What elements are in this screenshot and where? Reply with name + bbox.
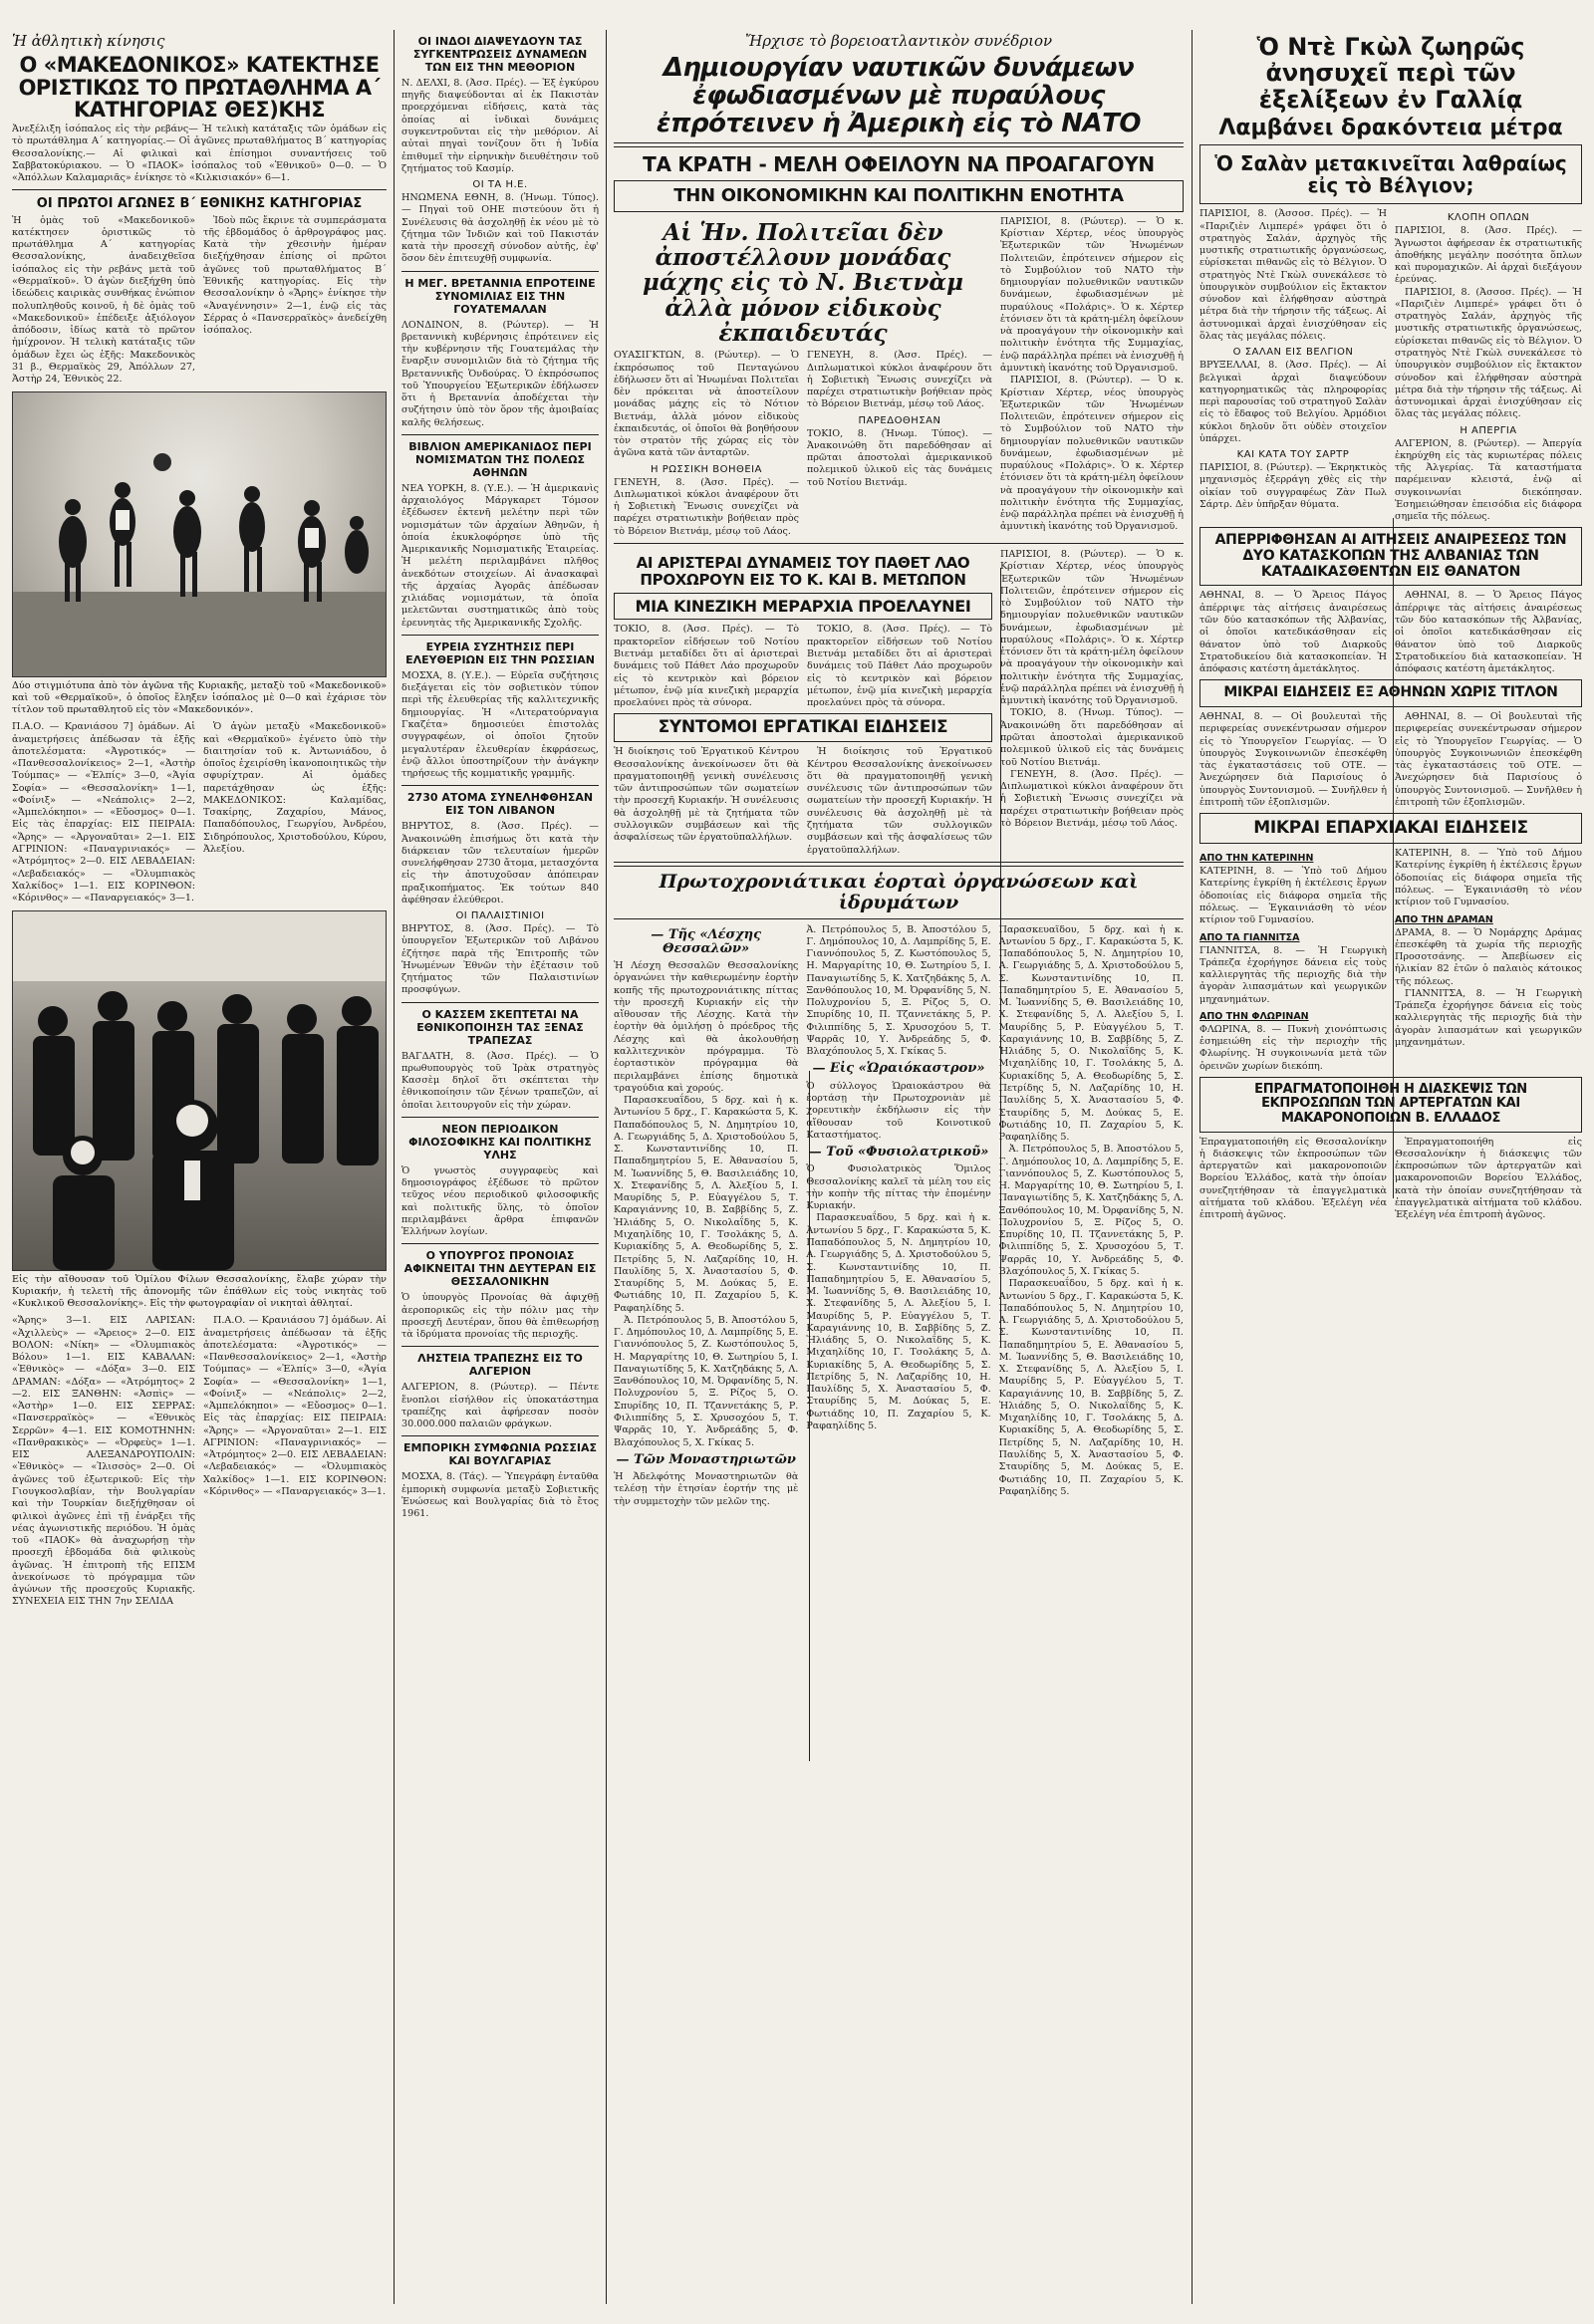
provinces-headline: ΜΙΚΡΑΙ ΕΠΑΡΧΙΑΚΑΙ ΕΙΔΗΣΕΙΣ xyxy=(1253,818,1528,839)
article-headline: ΕΜΠΟΡΙΚΗ ΣΥΜΦΩΝΙΑ ΡΩΣΣΙΑΣ ΚΑΙ ΒΟΥΛΓΑΡΙΑΣ xyxy=(402,1441,598,1468)
article-body: ΑΛΓΕΡΙΟΝ, 8. (Ρώυτερ). — Ἀπεργία ἐκηρύχθη εἰς τὰς κυριωτέρας πόλεις τῆς Ἀλγερίας. Τὰ καταστήματα παρέμειναν κλειστά, ἐνῷ αἱ συγκοινωνίαι διεκόπησαν. Ἐσημειώθησαν ἐπεισόδια εἰς διάφορα σημεῖα τῆς πόλεως. xyxy=(1395,437,1582,523)
article-body: ΤΟΚΙΟ, 8. (Ἡνωμ. Τύπος). — Ἀνακοινώθη ὅτι παρεδόθησαν αἱ πρῶται ἀποστολαὶ ἀμερικανικοῦ πολεμικοῦ ὑλικοῦ εἰς τὰς δυνάμεις τοῦ Νοτίου Βιετνάμ. xyxy=(1000,707,1184,768)
labor-headline: ΣΥΝΤΟΜΟΙ ΕΡΓΑΤΙΚΑΙ ΕΙΔΗΣΕΙΣ xyxy=(658,717,948,738)
photo-caption: Εἰς τὴν αἴθουσαν τοῦ Ὁμίλου Φίλων Θεσσαλονίκης, ἔλαβε χώραν τὴν Κυριακήν, ἡ τελετὴ τῆς ἀπονομῆς τῶν ἐπάθλων εἰς τοὺς νικητὰς τοῦ «Κυκλικοῦ Θεσσαλονίκης». Εἰς τὴν φωτογραφίαν οἱ νικηταὶ ἀθληταί. xyxy=(12,1274,387,1310)
salan-headline: Ὁ Σαλὰν μετακινεῖται λαθραίως εἰς τὸ Βέλγιον; xyxy=(1214,151,1567,198)
article-body: ΑΘΗΝΑΙ, 8. — Ὁ Ἄρειος Πάγος ἀπέρριψε τὰς αἰτήσεις ἀναιρέσεως τῶν δύο κατασκόπων τῆς Ἀλβανίας, οἱ ὁποῖοι κατεδικάσθησαν εἰς θάνατον ὑπὸ τοῦ Διαρκοῦς Στρατοδικείου διὰ κατασκοπείαν. Ἡ ἀπόφασις κατέστη ἀμετάκλητος. xyxy=(1199,590,1387,675)
article-body: Ἰδοὺ πῶς ἔκρινε τὰ συμπεράσματα τῆς ἑβδομάδος ὁ ἀρθρογράφος μας. Κατὰ τὴν χθεσινὴν ἡμέραν διεξήχθησαν ἐπίσης οἱ πρῶτοι ἀγῶνες τοῦ πρωταθλήματος Β΄ Ἐθνικῆς κατηγορίας. Εἰς τὴν Θεσσαλονίκην ὁ «Ἄρης» ἐνίκησε τὴν «Ἀναγέννησιν» 2—1, ἐνῷ εἰς τὰς Σέρρας ὁ «Πανσερραϊκὸς» ἀνεδείχθη ἰσόπαλος. xyxy=(203,214,387,337)
article-headline: ΝΕΟΝ ΠΕΡΙΟΔΙΚΟΝ ΦΙΛΟΣΟΦΙΚΗΣ ΚΑΙ ΠΟΛΙΤΙΚΗΣ ΥΛΗΣ xyxy=(408,1122,592,1162)
athens-headline: ΜΙΚΡΑΙ ΕΙΔΗΣΕΙΣ ΕΞ ΑΘΗΝΩΝ ΧΩΡΙΣ ΤΙΤΛΟΝ xyxy=(1223,684,1558,701)
article-subhead: ΚΛΟΠΗ ΟΠΛΩΝ xyxy=(1447,212,1530,224)
donation-list: Παρασκευαΐδου, 5 δρχ. καὶ ἡ κ. Ἀντωνίου 5 δρχ., Γ. Καρακώστα 5, Κ. Παπαδόπουλος 5, Ν. Δημητρίου 10, Α. Γεωργιάδης 5, Δ. Χριστοδούλου 5, Σ. Κωνσταντινίδης 10, Π. Παπαδημητρίου 5, Ε. Ἀθανασίου 5, Μ. Ἰωαννίδης 5, Θ. Βασιλειάδης 10, Χ. Στεφανίδης 5, Λ. Ἀλεξίου 5, Ι. Μαυρίδης 5, Ρ. Εὐαγγέλου 5, Τ. Καραγιάννης 10, Β. Σαββίδης 5, Ζ. Ἠλιάδης 5, Ο. Νικολαΐδης 5, Κ. Μιχαηλίδης 10, Γ. Τσολάκης 5, Δ. Κυριακίδης 5, Α. Θεοδωρίδης 5, Σ. Πετρίδης 5, Ν. Λαζαρίδης 10, Η. Παυλίδης 5, Χ. Ἀναστασίου 5, Φ. Σταυρίδης 5, Μ. Δούκας 5, Ε. Φωτιάδης 10, Π. Ζαχαρίου 5, Κ. Ραφαηλίδης 5. xyxy=(998,923,1184,1144)
article-body: ΒΑΓΔΑΤΗ, 8. (Ἀσσ. Πρές). — Ὁ πρωθυπουργὸς τοῦ Ἰρὰκ στρατηγὸς Κασσὲμ δηλοῖ ὅτι σκέπτεται τὴν ἐθνικοποίησιν τῶν ξένων τραπεζῶν, αἱ ὁποῖαι λειτουργοῦν εἰς τὴν χώραν. xyxy=(401,1050,599,1111)
article-body: Ἐπραγματοποιήθη εἰς Θεσσαλονίκην ἡ διάσκεψις τῶν ἐκπροσώπων τῶν ἀρτεργατῶν καὶ μακαρονοποιῶν Βορείου Ἑλλάδος, κατὰ τὴν ὁποίαν συνεζητήθησαν τὰ ἐπαγγελματικὰ αἰτήματα τοῦ κλάδου. Ἐξελέγη νέα ἐπιτροπὴ ἀγῶνος. xyxy=(1199,1136,1387,1221)
article-body: Ἡ ὁμὰς τοῦ «Μακεδονικοῦ» κατέκτησεν ὁριστικῶς τὸ πρωτάθλημα Α΄ κατηγορίας Θεσσαλονίκης, ἀναδειχθεῖσα ἰσόπαλος εἰς τὴν ρεβάνς μετὰ τοῦ «Θερμαϊκοῦ». Ὁ ἀγὼν διεξήχθη ὑπὸ ἰδεώδεις καιρικὰς συνθήκας ἐνώπιον πολυπληθοῦς κοινοῦ, ἡ δὲ ὁμὰς τοῦ «Μακεδονικοῦ» ἐπέδειξε ἀξιόλογον ἀπόδοσιν, ἰδίως κατὰ τὸ πρῶτον ἡμίχρονον. Ἡ τελικὴ κατάταξις τῶν ὁμάδων ἔχει ὡς ἑξῆς: Μακεδονικὸς 31 β., Θερμαϊκὸς 29, Ἀπόλλων 27, Ἀστὴρ 24, Ἐθνικὸς 22. xyxy=(12,214,195,386)
article-headline: Ο ΥΠΟΥΡΓΟΣ ΠΡΟΝΟΙΑΣ ΑΦΙΚΝΕΙΤΑΙ ΤΗΝ ΔΕΥΤΕΡΑΝ ΕΙΣ ΘΕΣΣΑΛΟΝΙΚΗΝ xyxy=(403,1249,597,1289)
article-subhead: Η ΡΩΣΣΙΚΗ ΒΟΗΘΕΙΑ xyxy=(651,463,762,475)
photo-caption: Δύο στιγμιότυπα ἀπὸ τὸν ἀγῶνα τῆς Κυριακῆς, μεταξὺ τοῦ «Μακεδονικοῦ» καὶ τοῦ «Θερμαϊκοῦ», ὁ ὁποῖος ἔληξεν ἰσόπαλος μὲ 0—0 καὶ ἐχάρισε τὸν τίτλον τοῦ πρωταθλητοῦ εἰς τὸν «Μακεδονικόν». xyxy=(12,680,387,716)
article-body: ΝΕΑ ΥΟΡΚΗ, 8. (Υ.Ε.). — Ἡ ἀμερικανὶς ἀρχαιολόγος Μάργκαρετ Τόμσον ἐξέδωσεν ἐκτενῆ μελέτην περὶ τῶν νομισμάτων τῶν ἀρχαίων Ἀθηνῶν, ἡ ὁποία ἐκυκλοφόρησε ὑπὸ τῆς Ἀμερικανικῆς Νομισματικῆς Ἑταιρείας. Ἡ μελέτη περιλαμβάνει πλῆθος ἀνεκδότων στοιχείων. Αἱ ἀνασκαφαὶ τῆς ἀρχαίας Ἀγορᾶς ἀπέδωσαν χιλιάδας νομισμάτων, τὰ ὁποῖα μελετῶνται συστηματικῶς ἀπὸ τοὺς ἐρευνητὰς τῆς Ἀμερικανικῆς Σχολῆς. xyxy=(401,482,599,629)
article-headline: ΕΥΡΕΙΑ ΣΥΖΗΤΗΣΙΣ ΠΕΡΙ ΕΛΕΥΘΕΡΙΩΝ ΕΙΣ ΤΗΝ ΡΩΣΣΙΑΝ xyxy=(405,641,595,666)
article-body: ΒΡΥΞΕΛΛΑΙ, 8. (Ἀσσ. Πρές). — Αἱ βελγικαὶ ἀρχαὶ διαψεύδουν κατηγορηματικῶς τὰς πληροφορίας περὶ παρουσίας τοῦ στρατηγοῦ Σαλὰν εἰς τὸ ἔδαφος τοῦ Βελγίου. Ἀρμόδιοι κύκλοι δηλοῦν ὅτι οὐδὲν στοιχεῖον ὑπάρχει. xyxy=(1199,360,1387,444)
article-body: Π.Α.Ο. — Κρανιάσου 7] ὁμάδων. Αἱ ἀναμετρήσεις ἀπέδωσαν τὰ ἑξῆς ἀποτελέσματα: «Ἀγροτικός» — «Πανθεσσαλονίκειος» 2—1, «Ἀστὴρ Τούμπας» — «Ἐλπίς» 3—0, «Ἁγία Σοφία» — «Θεσσαλονίκη» 1—1, «Φοίνιξ» — «Νεάπολις» 2—2, «Ἀμπελόκηποι» — «Εὔοσμος» 0—1. Εἰς τὰς ἐπαρχίας: ΕΙΣ ΠΕΙΡΑΙΑ: «Ἄρης» — «Ἀργοναῦται» 2—1. ΕΙΣ ΑΓΡΙΝΙΟΝ: «Παναγρινιακός» — «Ἀτρόμητος» 2—0. ΕΙΣ ΛΕΒΑΔΕΙΑΝ: «Λεβαδειακός» — «Ὀλυμπιακὸς Χαλκίδος» 1—1. ΕΙΣ ΚΟΡΙΝΘΟΝ: «Κόρινθος» — «Παναργειακός» 3—1. xyxy=(12,721,195,904)
provinces-tag: ΑΠΟ ΤΗΝ ΔΡΑΜΑΝ xyxy=(1395,913,1493,925)
provinces-tag: ΑΠΟ ΤΗΝ ΚΑΤΕΡΙΝΗΝ xyxy=(1199,853,1314,865)
provinces-tag: ΑΠΟ ΤΗΝ ΦΛΩΡΙΝΑΝ xyxy=(1199,1010,1309,1022)
article-body: ΦΛΩΡΙΝΑ, 8. — Πυκνὴ χιονόπτωσις ἐσημειώθη εἰς τὴν περιοχὴν τῆς Φλωρίνης. Ἡ συγκοινωνία μετὰ τῶν ὀρεινῶν χωρίων διεκόπη. xyxy=(1199,1023,1387,1072)
festivities-subhead: — Τῶν Μοναστηριωτῶν xyxy=(616,1451,796,1467)
article-body: ΤΟΚΙΟ, 8. (Ἡνωμ. Τύπος). — Ἀνακοινώθη ὅτι παρεδόθησαν αἱ πρῶται ἀποστολαὶ ἀμερικανικοῦ πολεμικοῦ ὑλικοῦ εἰς τὰς δυνάμεις τοῦ Νοτίου Βιετνάμ. xyxy=(807,427,992,488)
albania-headline: ΑΠΕΡΡΙΦΘΗΣΑΝ ΑΙ ΑΙΤΗΣΕΙΣ ΑΝΑΙΡΕΣΕΩΣ ΤΩΝ ΔΥΟ ΚΑΤΑΣΚΟΠΩΝ ΤΗΣ ΑΛΒΑΝΙΑΣ ΤΩΝ ΚΑΤΑΔΙΚΑΣΘΕΝΤΩΝ ΕΙΣ ΘΑΝΑΤΟΝ xyxy=(1214,532,1567,580)
article-body: ΗΝΩΜΕΝΑ ΕΘΝΗ, 8. (Ἡνωμ. Τύπος). — Πηγαὶ τοῦ ΟΗΕ πιστεύουν ὅτι ἡ Συνέλευσις θὰ ἀσχοληθῇ ἐκ νέου μὲ τὸ ζήτημα τῶν Ἰνδιῶν καὶ τοῦ Πακιστάν κατὰ τὴν προσεχῆ σύνοδον αὐτῆς, ἐφ' ὅσον δὲν ἐπιτευχθῇ συμφωνία. xyxy=(401,192,599,265)
vietnam-headline: Αἱ Ἡν. Πολιτεῖαι δὲν ἀποστέλλουν μονάδας μάχης εἰς τὸ Ν. Βιετνὰμ ἀλλὰ μόνον εἰδικοὺς ἐκπαιδευτάς xyxy=(643,218,963,347)
lead-summary: Ἀνεξέλιξη ἰσόπαλος εἰς τὴν ρεβάνς— Ἡ τελικὴ κατάταξις τῶν ὁμάδων εἰς τὸ πρωτάθλημα Α΄ κατηγορίας.— Οἱ ἀγῶνες πρωταθλήματος Β΄ κατηγορίας Θεσσαλονίκης.— Αἱ φιλικαὶ καὶ ἐπίσημοι συναντήσεις τοῦ Σαββατοκύριακου. — Ὁ «ΠΑΟΚ» ἰσόπαλος τοῦ «Ἐθνικοῦ» 0—0. — Ὁ «Ἀπόλλων Καλαμαριᾶς» ἐνίκησε τὸ «Κιλκισιακόν» 6—1. xyxy=(12,124,387,184)
article-subhead: Ο ΣΑΛΑΝ ΕΙΣ ΒΕΛΓΙΟΝ xyxy=(1232,347,1354,359)
festivities-subhead: — Τῆς «Λέσχης Θεσσαλῶν» xyxy=(651,926,762,956)
article-body: ΠΑΡΙΣΙΟΙ, 8. (Ρώυτερ). — Ἐκρηκτικὸς μηχανισμὸς ἐξερράγη χθὲς εἰς τὴν οἰκίαν τοῦ συγγραφέως Ζὰν Πωλ Σάρτρ. Δὲν ὑπῆρξαν θύματα. xyxy=(1199,462,1387,510)
article-body: ΑΘΗΝΑΙ, 8. — Ὁ Ἄρειος Πάγος ἀπέρριψε τὰς αἰτήσεις ἀναιρέσεως τῶν δύο κατασκόπων τῆς Ἀλβανίας, οἱ ὁποῖοι κατεδικάσθησαν εἰς θάνατον ὑπὸ τοῦ Διαρκοῦς Στρατοδικείου διὰ κατασκοπείαν. Ἡ ἀπόφασις κατέστη ἀμετάκλητος. xyxy=(1395,590,1582,675)
column-rule xyxy=(1192,30,1193,2304)
laos-headline: ΑΙ ΑΡΙΣΤΕΡΑΙ ΔΥΝΑΜΕΙΣ ΤΟΥ ΠΑΘΕΤ ΛΑΟ ΠΡΟΧΩΡΟΥΝ ΕΙΣ ΤΟ Κ. ΚΑΙ Β. ΜΕΤΩΠΟΝ xyxy=(636,553,970,589)
article-headline: Η ΜΕΓ. ΒΡΕΤΑΝΝΙΑ ΕΠΡΟΤΕΙΝΕ ΣΥΝΟΜΙΛΙΑΣ ΕΙΣ ΤΗΝ ΓΟΥΑΤΕΜΑΛΑΝ xyxy=(404,276,596,316)
article-body: ΓΕΝΕΥΗ, 8. (Ἀσσ. Πρές). — Διπλωματικοὶ κύκλοι ἀναφέρουν ὅτι ἡ Σοβιετικὴ Ἕνωσις συνεχίζει νὰ παρέχει στρατιωτικὴν βοήθειαν πρὸς τὸ Βόρειον Βιετνάμ, μέσῳ τοῦ Λάος. xyxy=(807,350,992,410)
article-body: Ὁ γνωστὸς συγγραφεὺς καὶ δημοσιογράφος ἐξέδωσε τὸ πρῶτον τεῦχος νέου περιοδικοῦ φιλοσοφικῆς καὶ πολιτικῆς ὕλης, τὸ ὁποῖον περιλαμβάνει ἄρθρα ἐπιφανῶν Ἑλλήνων λογίων. xyxy=(401,1164,599,1238)
article-body: ΟΥΑΣΙΓΚΤΩΝ, 8. (Ρώυτερ). — Ὁ ἐκπρόσωπος τοῦ Πενταγώνου ἐδήλωσεν ὅτι αἱ Ἡνωμέναι Πολιτεῖαι δὲν πρόκειται νὰ ἀποστείλουν μονάδας μάχης εἰς τὸ Νότιον Βιετνάμ, ἀλλὰ μόνον εἰδικοὺς ἐκπαιδευτάς, οἱ ὁποῖοι θὰ βοηθήσουν τὸν στρατὸν τῆς χώρας εἰς τὸν ἀγῶνα κατὰ τῶν ἀνταρτῶν. xyxy=(614,350,799,459)
football-players-image xyxy=(13,392,387,676)
article-body: ΠΑΡΙΣΙΟΙ, 8. (Ρώυτερ). — Ὁ κ. Κρίστιαν Χέρτερ, νέος ὑπουργὸς Ἐξωτερικῶν τῶν Ἡνωμένων Πολιτειῶν, ἐπρότεινεν σήμερον εἰς τὸ Συμβούλιον τοῦ ΝΑΤΟ τὴν δημιουργίαν πολυεθνικῶν ναυτικῶν δυνάμεων, ἐφωδιασμένων μὲ πυραύλους «Πολάρις». Ὁ κ. Χέρτερ ἐτόνισεν ὅτι τὰ κράτη-μέλη ὀφείλουν νὰ προαγάγουν τὴν οἰκονομικὴν καὶ πολιτικὴν ἑνότητα τῆς Συμμαχίας, ἐνῷ παράλληλα πρέπει νὰ ἐνισχυθῇ ἡ ἀμυντικὴ ἱκανότης τοῦ Ὀργανισμοῦ. xyxy=(1000,375,1184,533)
article-body: Ἐπραγματοποιήθη εἰς Θεσσαλονίκην ἡ διάσκεψις τῶν ἐκπροσώπων τῶν ἀρτεργατῶν καὶ μακαρονοποιῶν Βορείου Ἑλλάδος, κατὰ τὴν ὁποίαν συνεζητήθησαν τὰ ἐπαγγελματικὰ αἰτήματα τοῦ κλάδου. Ἐξελέγη νέα ἐπιτροπὴ ἀγῶνος. xyxy=(1395,1136,1582,1221)
article-body: Π.Α.Ο. — Κρανιάσου 7] ὁμάδων. Αἱ ἀναμετρήσεις ἀπέδωσαν τὰ ἑξῆς ἀποτελέσματα: «Ἀγροτικός» — «Πανθεσσαλονίκειος» 2—1, «Ἀστὴρ Τούμπας» — «Ἐλπίς» 3—0, «Ἁγία Σοφία» — «Θεσσαλονίκη» 1—1, «Φοίνιξ» — «Νεάπολις» 2—2, «Ἀμπελόκηποι» — «Εὔοσμος» 0—1. Εἰς τὰς ἐπαρχίας: ΕΙΣ ΠΕΙΡΑΙΑ: «Ἄρης» — «Ἀργοναῦται» 2—1. ΕΙΣ ΑΓΡΙΝΙΟΝ: «Παναγρινιακός» — «Ἀτρόμητος» 2—0. ΕΙΣ ΛΕΒΑΔΕΙΑΝ: «Λεβαδειακός» — «Ὀλυμπιακὸς Χαλκίδος» 1—1. ΕΙΣ ΚΟΡΙΝΘΟΝ: «Κόρινθος» — «Παναργειακός» 3—1. xyxy=(203,1315,387,1497)
article-body: Ὁ ἀγὼν μεταξὺ «Μακεδονικοῦ» καὶ «Θερμαϊκοῦ» ἐγένετο ὑπὸ τὴν διαιτησίαν τοῦ κ. Ἀντωνιάδου, ὁ ὁποῖος ἐχειρίσθη ἱκανοποιητικῶς τὴν σφυρίχτραν. Αἱ ὁμάδες παρετάχθησαν ὡς ἑξῆς: ΜΑΚΕΔΟΝΙΚΟΣ: Καλαμίδας, Τσακίρης, Ζαχαρίου, Μάνος, Παπαδόπουλος, Γεωργίου, Ἀνδρέου, Σιδηρόπουλος, Χριστοδούλου, Κύρου, Ἀλεξίου. xyxy=(203,721,387,855)
article-body: ΚΑΤΕΡΙΝΗ, 8. — Ὑπὸ τοῦ Δήμου Κατερίνης ἐγκρίθη ἡ ἐκτέλεσις ἔργων ὀδοποιίας εἰς διάφορα σημεῖα τῆς πόλεως. — Ἐγκαινιάσθη τὸ νέον κτίριον τοῦ Γυμνασίου. xyxy=(1199,866,1387,926)
article-body: Ὁ Φυσιολατρικὸς Ὅμιλος Θεσσαλονίκης καλεῖ τὰ μέλη του εἰς τὴν κοπὴν τῆς πίττας τὴν ἑπομένην Κυριακήν. xyxy=(806,1163,991,1212)
article-body: Ὁ σύλλογος Ὡραιοκάστρου θὰ ἑορτάσῃ τὴν Πρωτοχρονιὰν μὲ χορευτικὴν ἐκδήλωσιν εἰς τὴν αἴθουσαν τοῦ Κοινοτικοῦ Καταστήματος. xyxy=(806,1080,991,1141)
donation-list: Ἀ. Πετρόπουλος 5, Β. Ἀποστόλου 5, Γ. Δημόπουλος 10, Δ. Λαμπρίδης 5, Ε. Γιαννόπουλος 5, Ζ. Κωστόπουλος 5, Η. Μαργαρίτης 10, Θ. Σωτηρίου 5, Ι. Παναγιωτίδης 5, Κ. Χατζηδάκης 5, Λ. Ξανθόπουλος 10, Μ. Ὀρφανίδης 5, Ν. Πολυχρονίου 5, Ξ. Ρίζος 5, Ο. Σπυρίδης 10, Π. Τζαννετάκης 5, Ρ. Φιλιππίδης 5, Σ. Χρυσοχόου 5, Τ. Ψαρρᾶς 10, Υ. Ἀνδρεάδης 5, Φ. Βλαχόπουλος 5, Χ. Γκίκας 5. xyxy=(614,1314,799,1448)
festivities-subhead: — Εἰς «Ὡραιόκαστρον» xyxy=(812,1061,985,1077)
article-body: «Ἄρης» 3—1. ΕΙΣ ΛΑΡΙΣΑΝ: «Ἀχιλλεὺς» — «Ἄρειος» 2—0. ΕΙΣ ΒΟΛΟΝ: «Νίκη» — «Ὀλυμπιακὸς Βόλου» 1—1. ΕΙΣ ΚΑΒΑΛΑΝ: «Ἐθνικὸς» — «Δόξα» 3—0. ΕΙΣ ΔΡΑΜΑΝ: «Δόξα» — «Ἀτρόμητος» 2—2. ΕΙΣ ΞΑΝΘΗΝ: «Ἀσπὶς» — «Ἀστὴρ» 1—0. ΕΙΣ ΣΕΡΡΑΣ: «Πανσερραϊκὸς» — «Ἐθνικὸς Σερρῶν» 4—1. ΕΙΣ ΚΟΜΟΤΗΝΗΝ: «Πανθρακικὸς» — «Ὀρφεὺς» 1—1. ΕΙΣ ΑΛΕΞΑΝΔΡΟΥΠΟΛΙΝ: «Ἐθνικὸς» — «Ἰλισσὸς» 2—0. Οἱ ἀγῶνες τοῦ ἐξωτερικοῦ: Εἰς τὴν Γιουγκοσλαβίαν, τὴν Βουλγαρίαν καὶ τὴν Τουρκίαν διεξήχθησαν οἱ φιλικοὶ ἀγῶνες ἐπὶ τῇ ἐνάρξει τῆς νέας ἀγωνιστικῆς περιόδου. Ἡ ὁμὰς τοῦ «ΠΑΟΚ» θὰ ἀναχωρήσῃ τὴν προσεχῆ ἑβδομάδα διὰ φιλικοὺς ἀγῶνας. Ἡ ἐπιτροπὴ τῆς ΕΠΣΜ ἀνεκοίνωσε τὸ πρόγραμμα τῶν ἀγώνων τῆς προσεχοῦς Κυριακῆς. ΣΥΝΕΧΕΙΑ ΕΙΣ ΤΗΝ 7ην ΣΕΛΙΔΑ xyxy=(12,1315,195,1608)
article-headline: ΛΗΣΤΕΙΑ ΤΡΑΠΕΖΗΣ ΕΙΣ ΤΟ ΑΛΓΕΡΙΟΝ xyxy=(417,1352,583,1379)
article-body: ΓΙΑΝΝΙΤΣΑ, 8. — Ἡ Γεωργικὴ Τράπεζα ἐχορήγησε δάνεια εἰς τοὺς καλλιεργητὰς τῆς περιοχῆς διὰ τὴν ἀγορὰν λιπασμάτων καὶ γεωργικῶν μηχανημάτων. xyxy=(1199,944,1387,1005)
article-headline: ΒΙΒΛΙΟΝ ΑΜΕΡΙΚΑΝΙΔΟΣ ΠΕΡΙ ΝΟΜΙΣΜΑΤΩΝ ΤΗΣ ΠΟΛΕΩΣ ΑΘΗΝΩΝ xyxy=(408,439,592,479)
article-body: ΠΑΡΙΣΙΟΙ, 8. (Ρώυτερ). — Ὁ κ. Κρίστιαν Χέρτερ, νέος ὑπουργὸς Ἐξωτερικῶν τῶν Ἡνωμένων Πολιτειῶν, ἐπρότεινεν σήμερον εἰς τὸ Συμβούλιον τοῦ ΝΑΤΟ τὴν δημιουργίαν πολυεθνικῶν ναυτικῶν δυνάμεων, ἐφωδιασμένων μὲ πυραύλους «Πολάρις». Ὁ κ. Χέρτερ ἐτόνισεν ὅτι τὰ κράτη-μέλη ὀφείλουν νὰ προαγάγουν τὴν οἰκονομικὴν καὶ πολιτικὴν ἑνότητα τῆς Συμμαχίας, ἐνῷ παράλληλα πρέπει νὰ ἐνισχυθῇ ἡ ἀμυντικὴ ἱκανότης τοῦ Ὀργανισμοῦ. xyxy=(1000,548,1184,707)
article-body: ΜΟΣΧΑ, 8. (Υ.Ε.). — Εὐρεῖα συζήτησις διεξάγεται εἰς τὸν σοβιετικὸν τύπον περὶ τῆς ἐλευθερίας τῆς καλλιτεχνικῆς δημιουργίας. Ἡ «Λιτερατούρναγια Γκαζέτα» δημοσιεύει ἐπιστολὰς συγγραφέων, οἱ ὁποῖοι ζητοῦν μεγαλυτέραν ἐλευθερίαν ἐκφράσεως, ἐνῷ ἄλλοι ὑποστηρίζουν τὴν ἀνάγκην τηρήσεως τῆς κομματικῆς γραμμῆς. xyxy=(401,669,599,780)
main-deck: ΤΑ ΚΡΑΤΗ - ΜΕΛΗ ΟΦΕΙΛΟΥΝ ΝΑ ΠΡΟΑΓΑΓΟΥΝ xyxy=(643,152,1155,177)
article-headline: ΟΙ ΠΡΩΤΟΙ ΑΓΩΝΕΣ Β΄ ΕΘΝΙΚΗΣ ΚΑΤΗΓΟΡΙΑΣ xyxy=(36,196,363,212)
conference-headline: ΕΠΡΑΓΜΑΤΟΠΟΙΗΘΗ Η ΔΙΑΣΚΕΨΙΣ ΤΩΝ ΕΚΠΡΟΣΩΠΩΝ ΤΩΝ ΑΡΤΕΡΓΑΤΩΝ ΚΑΙ ΜΑΚΑΡΟΝΟΠΟΙΩΝ Β. ΕΛΛΑΔΟΣ xyxy=(1254,1081,1527,1126)
article-subhead: ΚΑΙ ΚΑΤΑ ΤΟΥ ΣΑΡΤΡ xyxy=(1236,449,1350,461)
donation-list: Ἀ. Πετρόπουλος 5, Β. Ἀποστόλου 5, Γ. Δημόπουλος 10, Δ. Λαμπρίδης 5, Ε. Γιαννόπουλος 5, Ζ. Κωστόπουλος 5, Η. Μαργαρίτης 10, Θ. Σωτηρίου 5, Ι. Παναγιωτίδης 5, Κ. Χατζηδάκης 5, Λ. Ξανθόπουλος 10, Μ. Ὀρφανίδης 5, Ν. Πολυχρονίου 5, Ξ. Ρίζος 5, Ο. Σπυρίδης 10, Π. Τζαννετάκης 5, Ρ. Φιλιππίδης 5, Σ. Χρυσοχόου 5, Τ. Ψαρρᾶς 10, Υ. Ἀνδρεάδης 5, Φ. Βλαχόπουλος 5, Χ. Γκίκας 5. xyxy=(806,923,991,1058)
article-headline: Ο ΚΑΣΣΕΜ ΣΚΕΠΤΕΤΑΙ ΝΑ ΕΘΝΙΚΟΠΟΙΗΣΗ ΤΑΣ ΞΕΝΑΣ ΤΡΑΠΕΖΑΣ xyxy=(416,1007,584,1047)
de-gaulle-headline: Ὁ Ντὲ Γκὼλ ζωηρῶς ἀνησυχεῖ περὶ τῶν ἐξελίξεων ἐν Γαλλίᾳ xyxy=(1256,33,1525,114)
festivities-headline: Πρωτοχρονιάτικαι ἑορταὶ ὀργανώσεων καὶ ἱδρυμάτων xyxy=(659,870,1139,913)
article-body: ΜΟΣΧΑ, 8. (Τάς). — Ὑπεγράφη ἐνταῦθα ἐμπορικὴ συμφωνία μεταξὺ Σοβιετικῆς Ἑνώσεως καὶ Βουλγαρίας διὰ τὸ ἔτος 1961. xyxy=(401,1471,599,1520)
article-body: ΓΙΑΝΝΙΤΣΑ, 8. — Ἡ Γεωργικὴ Τράπεζα ἐχορήγησε δάνεια εἰς τοὺς καλλιεργητὰς τῆς περιοχῆς διὰ τὴν ἀγορὰν λιπασμάτων καὶ γεωργικῶν μηχανημάτων. xyxy=(1395,987,1582,1048)
article-body: ΠΑΡΙΣΙΟΙ, 8. (Ἀσσοσ. Πρές). — Ἡ «Παριζιὲν Λιμπερέ» γράφει ὅτι ὁ στρατηγὸς Σαλάν, ἀρχηγὸς τῆς μυστικῆς στρατιωτικῆς ὀργανώσεως, εὑρίσκεται πιθανῶς εἰς τὸ Βέλγιον. Ὁ στρατηγὸς Ντὲ Γκὼλ συνεκάλεσε τὸ ὑπουργικὸν συμβούλιον εἰς ἔκτακτον σύνοδον καὶ ἐλήφθησαν αὐστηρὰ μέτρα διὰ τὴν τήρησιν τῆς τάξεως. Αἱ ἀστυνομικαὶ ἀρχαὶ ἐνισχύθησαν εἰς ὅλας τὰς μεγάλας πόλεις. xyxy=(1199,208,1387,343)
donation-list: Παρασκευαΐδου, 5 δρχ. καὶ ἡ κ. Ἀντωνίου 5 δρχ., Γ. Καρακώστα 5, Κ. Παπαδόπουλος 5, Ν. Δημητρίου 10, Α. Γεωργιάδης 5, Δ. Χριστοδούλου 5, Σ. Κωνσταντινίδης 10, Π. Παπαδημητρίου 5, Ε. Ἀθανασίου 5, Μ. Ἰωαννίδης 5, Θ. Βασιλειάδης 10, Χ. Στεφανίδης 5, Λ. Ἀλεξίου 5, Ι. Μαυρίδης 5, Ρ. Εὐαγγέλου 5, Τ. Καραγιάννης 10, Β. Σαββίδης 5, Ζ. Ἠλιάδης 5, Ο. Νικολαΐδης 5, Κ. Μιχαηλίδης 10, Γ. Τσολάκης 5, Δ. Κυριακίδης 5, Α. Θεοδωρίδης 5, Σ. Πετρίδης 5, Ν. Λαζαρίδης 10, Η. Παυλίδης 5, Χ. Ἀναστασίου 5, Φ. Σταυρίδης 5, Μ. Δούκας 5, Ε. Φωτιάδης 10, Π. Ζαχαρίου 5, Κ. Ραφαηλίδης 5. xyxy=(614,1095,799,1314)
football-photo xyxy=(12,391,387,677)
article-headline: ΟΙ ΙΝΔΟΙ ΔΙΑΨΕΥΔΟΥΝ ΤΑΣ ΣΥΓΚΕΝΤΡΩΣΕΙΣ ΔΥΝΑΜΕΩΝ ΤΩΝ ΕΙΣ ΤΗΝ ΜΕΘΟΡΙΟΝ xyxy=(412,35,588,74)
article-body: Ἡ διοίκησις τοῦ Ἐργατικοῦ Κέντρου Θεσσαλονίκης ἀνεκοίνωσεν ὅτι θὰ πραγματοποιηθῇ γενικὴ συνέλευσις τῶν ἀντιπροσώπων τῶν σωματείων τὴν προσεχῆ Κυριακήν. Ἡ συνέλευσις θὰ ἀσχοληθῇ μὲ τὰ ζητήματα τῶν συλλογικῶν συμβάσεων καὶ τῆς ἀσφαλίσεως τῶν ἐργατοϋπαλλήλων. xyxy=(614,746,799,844)
article-subhead: Η ΑΠΕΡΓΙΑ xyxy=(1460,424,1517,436)
article-body: ΠΑΡΙΣΙΟΙ, 8. (Ἀσσοσ. Πρές). — Ἡ «Παριζιὲν Λιμπερέ» γράφει ὅτι ὁ στρατηγὸς Σαλάν, ἀρχηγὸς τῆς μυστικῆς στρατιωτικῆς ὀργανώσεως, εὑρίσκεται πιθανῶς εἰς τὸ Βέλγιον. Ὁ στρατηγὸς Ντὲ Γκὼλ συνεκάλεσε τὸ ὑπουργικὸν συμβούλιον εἰς ἔκτακτον σύνοδον καὶ ἐλήφθησαν αὐστηρὰ μέτρα διὰ τὴν τήρησιν τῆς τάξεως. Αἱ ἀστυνομικαὶ ἀρχαὶ ἐνισχύθησαν εἰς ὅλας τὰς μεγάλας πόλεις. xyxy=(1395,286,1582,420)
right-column xyxy=(1199,30,1582,2311)
article-body: ΑΘΗΝΑΙ, 8. — Οἱ βουλευταὶ τῆς περιφερείας συνεκέντρωσαν σήμερον εἰς τὸ Ὑπουργεῖον Γεωργίας. — Ὁ ὑπουργὸς Συγκοινωνιῶν ἐπεσκέφθη τὰς ἐγκαταστάσεις τοῦ ΟΤΕ. — Ἀνεχώρησεν διὰ Παρισίους ὁ ὑπουργὸς Συντονισμοῦ. — Συνῆλθεν ἡ ἐπιτροπὴ τῶν ἐξοπλισμῶν. xyxy=(1199,711,1387,808)
festivities-subhead: — Τοῦ «Φυσιολατρικοῦ» xyxy=(808,1145,989,1161)
donation-list: Παρασκευαΐδου, 5 δρχ. καὶ ἡ κ. Ἀντωνίου 5 δρχ., Γ. Καρακώστα 5, Κ. Παπαδόπουλος 5, Ν. Δημητρίου 10, Α. Γεωργιάδης 5, Δ. Χριστοδούλου 5, Σ. Κωνσταντινίδης 10, Π. Παπαδημητρίου 5, Ε. Ἀθανασίου 5, Μ. Ἰωαννίδης 5, Θ. Βασιλειάδης 10, Χ. Στεφανίδης 5, Λ. Ἀλεξίου 5, Ι. Μαυρίδης 5, Ρ. Εὐαγγέλου 5, Τ. Καραγιάννης 10, Β. Σαββίδης 5, Ζ. Ἠλιάδης 5, Ο. Νικολαΐδης 5, Κ. Μιχαηλίδης 10, Γ. Τσολάκης 5, Δ. Κυριακίδης 5, Α. Θεοδωρίδης 5, Σ. Πετρίδης 5, Ν. Λαζαρίδης 10, Η. Παυλίδης 5, Χ. Ἀναστασίου 5, Φ. Σταυρίδης 5, Μ. Δούκας 5, Ε. Φωτιάδης 10, Π. Ζαχαρίου 5, Κ. Ραφαηλίδης 5. xyxy=(806,1212,991,1431)
headline-kicker: Ἤρχισε τὸ βορειοατλαντικὸν συνέδριον xyxy=(744,32,1053,50)
section-kicker: Ἡ ἀθλητικὴ κίνησις xyxy=(12,32,165,50)
article-body: Ἡ διοίκησις τοῦ Ἐργατικοῦ Κέντρου Θεσσαλονίκης ἀνεκοίνωσεν ὅτι θὰ πραγματοποιηθῇ γενικὴ συνέλευσις τῶν ἀντιπροσώπων τῶν σωματείων τὴν προσεχῆ Κυριακήν. Ἡ συνέλευσις θὰ ἀσχοληθῇ μὲ τὰ ζητήματα τῶν συλλογικῶν συμβάσεων καὶ τῆς ἀσφαλίσεως τῶν ἐργατοϋπαλλήλων. xyxy=(807,746,992,856)
article-body: Ν. ΔΕΛΧΙ, 8. (Ἀσσ. Πρές). — Ἐξ ἐγκύρου πηγῆς διαψεύδονται αἱ ἐκ Πακιστὰν προερχόμεναι εἰδήσεις, κατὰ τὰς ὁποίας αἱ ἰνδικαὶ δυνάμεις συγκεντροῦνται εἰς τὴν μεθόριον. Αἱ αὐταὶ πηγαὶ τονίζουν ὅτι ἡ Ἰνδία ἐπιθυμεῖ τὴν εἰρηνικὴν διευθέτησιν τοῦ ζητήματος τοῦ Κασμίρ. xyxy=(401,77,599,174)
article-body: ΒΗΡΥΤΟΣ, 8. (Ἀσσ. Πρές). — Τὸ ὑπουργεῖον Ἐξωτερικῶν τοῦ Λιβάνου ἐζήτησε παρὰ τῆς Ἐπιτροπῆς τῶν Ἡνωμένων Ἐθνῶν τὴν ἐξέτασιν τοῦ ζητήματος τῶν Παλαιστινίων προσφύγων. xyxy=(401,923,599,996)
donation-list: Παρασκευαΐδου, 5 δρχ. καὶ ἡ κ. Ἀντωνίου 5 δρχ., Γ. Καρακώστα 5, Κ. Παπαδόπουλος 5, Ν. Δημητρίου 10, Α. Γεωργιάδης 5, Δ. Χριστοδούλου 5, Σ. Κωνσταντινίδης 10, Π. Παπαδημητρίου 5, Ε. Ἀθανασίου 5, Μ. Ἰωαννίδης 5, Θ. Βασιλειάδης 10, Χ. Στεφανίδης 5, Λ. Ἀλεξίου 5, Ι. Μαυρίδης 5, Ρ. Εὐαγγέλου 5, Τ. Καραγιάννης 10, Β. Σαββίδης 5, Ζ. Ἠλιάδης 5, Ο. Νικολαΐδης 5, Κ. Μιχαηλίδης 10, Γ. Τσολάκης 5, Δ. Κυριακίδης 5, Α. Θεοδωρίδης 5, Σ. Πετρίδης 5, Ν. Λαζαρίδης 10, Η. Παυλίδης 5, Χ. Ἀναστασίου 5, Φ. Σταυρίδης 5, Μ. Δούκας 5, Ε. Φωτιάδης 10, Π. Ζαχαρίου 5, Κ. Ραφαηλίδης 5. xyxy=(998,1278,1184,1497)
column-rule xyxy=(606,30,607,2304)
center-section xyxy=(614,30,1184,2311)
column-rule xyxy=(394,30,395,2304)
article-body: ΤΟΚΙΟ, 8. (Ἀσσ. Πρές). — Τὸ πρακτορεῖον εἰδήσεων τοῦ Νοτίου Βιετνάμ μεταδίδει ὅτι αἱ ἀριστεραὶ δυνάμεις τοῦ Πάθετ Λάο προχωροῦν εἰς τὸ κεντρικὸν καὶ βόρειον μέτωπον, ἐνῷ μία κινεζικὴ μεραρχία προελαύνει πρὸς τὰ σύνορα. xyxy=(614,624,799,709)
article-body: ΔΡΑΜΑ, 8. — Ὁ Νομάρχης Δράμας ἐπεσκέφθη τὰ χωρία τῆς περιοχῆς Προσοτσάνης. — Ἀπεβίωσεν εἰς ἡλικίαν 82 ἐτῶν ὁ παλαιὸς κάτοικος τῆς πόλεως. xyxy=(1395,926,1582,987)
article-body: Ἡ Λέσχη Θεσσαλῶν Θεσσαλονίκης ὀργανώνει τὴν καθιερωμένην ἑορτὴν κοπῆς τῆς πρωτοχρονιάτικης πίττας τὴν προσεχῆ Κυριακήν εἰς τὴν αἴθουσαν τῆς Λέσχης. Κατὰ τὴν ἑορτὴν θὰ ὁμιλήσῃ ὁ πρόεδρος τῆς Λέσχης καὶ θὰ ἀκολουθήσῃ καλλιτεχνικὸν πρόγραμμα. Τὸ ἑορταστικὸν πρόγραμμα θὰ περιλαμβάνει ἐπίσης δημοτικὰ τραγούδια καὶ χορούς. xyxy=(614,960,799,1094)
article-body: ΓΕΝΕΥΗ, 8. (Ἀσσ. Πρές). — Διπλωματικοὶ κύκλοι ἀναφέρουν ὅτι ἡ Σοβιετικὴ Ἕνωσις συνεχίζει νὰ παρέχει στρατιωτικὴν βοήθειαν πρὸς τὸ Βόρειον Βιετνάμ, μέσῳ τοῦ Λάος. xyxy=(614,476,799,537)
briefs-column xyxy=(401,30,599,2311)
de-gaulle-deck: Λαμβάνει δρακόντεια μέτρα xyxy=(1218,116,1563,141)
ceremony-crowd-image xyxy=(13,911,387,1270)
article-subhead: ΠΑΡΕΔΟΘΗΣΑΝ xyxy=(858,414,941,426)
article-body: ΛΟΝΔΙΝΟΝ, 8. (Ρώυτερ). — Ἡ βρεταννικὴ κυβέρνησις ἐπρότεινεν εἰς τὴν κυβέρνησιν τῆς Γουατεμάλας τὴν ἔναρξιν συνομιλιῶν διὰ τὸ ζήτημα τῆς Βρεταννικῆς Ὁνδούρας. Ὁ ἐκπρόσωπος τοῦ Ὑπουργείου Ἐξωτερικῶν ἐδήλωσεν ὅτι ἡ Βρεταννία ἀποδέχεται τὴν συζήτησιν ὑπὸ τὸν ὅρον τῆς ἀμοιβαίας καλῆς θελήσεως. xyxy=(401,319,599,428)
article-subhead: ΟΙ ΤΑ Η.Ε. xyxy=(472,179,528,191)
ceremony-photo xyxy=(12,910,387,1271)
article-body: ΤΟΚΙΟ, 8. (Ἀσσ. Πρές). — Τὸ πρακτορεῖον εἰδήσεων τοῦ Νοτίου Βιετνάμ μεταδίδει ὅτι αἱ ἀριστεραὶ δυνάμεις τοῦ Πάθετ Λάο προχωροῦν εἰς τὸ κεντρικὸν καὶ βόρειον μέτωπον, ἐνῷ μία κινεζικὴ μεραρχία προελαύνει πρὸς τὰ σύνορα. xyxy=(807,624,992,709)
main-headline: Δημιουργίαν ναυτικῶν δυνάμεων ἐφωδιασμένων μὲ πυραύλους ἐπρότεινεν ἡ Ἀμερικὴ εἰς τὸ ΝΑΤΟ xyxy=(656,53,1141,139)
article-subhead: ΟΙ ΠΑΛΑΙΣΤΙΝΙΟΙ xyxy=(455,910,545,922)
main-deck: ΤΗΝ ΟΙΚΟΝΟΜΙΚΗΝ ΚΑΙ ΠΟΛΙΤΙΚΗΝ ΕΝΟΤΗΤΑ xyxy=(673,184,1124,206)
article-body: ΓΕΝΕΥΗ, 8. (Ἀσσ. Πρές). — Διπλωματικοὶ κύκλοι ἀναφέρουν ὅτι ἡ Σοβιετικὴ Ἕνωσις συνεχίζει νὰ παρέχει στρατιωτικὴν βοήθειαν πρὸς τὸ Βόρειον Βιετνάμ, μέσῳ τοῦ Λάος. xyxy=(1000,768,1184,829)
article-body: ΚΑΤΕΡΙΝΗ, 8. — Ὑπὸ τοῦ Δήμου Κατερίνης ἐγκρίθη ἡ ἐκτέλεσις ἔργων ὀδοποιίας εἰς διάφορα σημεῖα τῆς πόλεως. — Ἐγκαινιάσθη τὸ νέον κτίριον τοῦ Γυμνασίου. xyxy=(1395,848,1582,908)
laos-deck: ΜΙΑ ΚΙΝΕΖΙΚΗ ΜΕΡΑΡΧΙΑ ΠΡΟΕΛΑΥΝΕΙ xyxy=(635,596,971,616)
article-headline: 2730 ΑΤΟΜΑ ΣΥΝΕΛΗΦΘΗΣΑΝ ΕΙΣ ΤΟΝ ΛΙΒΑΝΟΝ xyxy=(406,791,594,818)
article-body: Ὁ ὑπουργὸς Προνοίας θὰ ἀφιχθῇ ἀεροπορικῶς εἰς τὴν πόλιν μας τὴν προσεχῆ Δευτέραν, ὅπου θὰ ἐπιθεωρήσῃ τὰ ἱδρύματα προνοίας τῆς περιοχῆς. xyxy=(401,1292,599,1341)
article-body: ΠΑΡΙΣΙΟΙ, 8. (Ρώυτερ). — Ὁ κ. Κρίστιαν Χέρτερ, νέος ὑπουργὸς Ἐξωτερικῶν τῶν Ἡνωμένων Πολιτειῶν, ἐπρότεινεν σήμερον εἰς τὸ Συμβούλιον τοῦ ΝΑΤΟ τὴν δημιουργίαν πολυεθνικῶν ναυτικῶν δυνάμεων, ἐφωδιασμένων μὲ πυραύλους «Πολάρις». Ὁ κ. Χέρτερ ἐτόνισεν ὅτι τὰ κράτη-μέλη ὀφείλουν νὰ προαγάγουν τὴν οἰκονομικὴν καὶ πολιτικὴν ἑνότητα τῆς Συμμαχίας, ἐνῷ παράλληλα πρέπει νὰ ἐνισχυθῇ ἡ ἀμυντικὴ ἱκανότης τοῦ Ὀργανισμοῦ. xyxy=(1000,215,1184,374)
article-body: ΑΛΓΕΡΙΟΝ, 8. (Ρώυτερ). — Πέντε ἔνοπλοι εἰσήλθον εἰς ὑποκατάστημα τραπέζης καὶ ἀφήρεσαν ποσὸν 30.000.000 παλαιῶν φράγκων. xyxy=(401,1382,599,1430)
article-body: Ἡ Ἀδελφότης Μοναστηριωτῶν θὰ τελέσῃ τὴν ἐτησίαν ἑορτήν της μὲ τὴν συμμετοχὴν τῶν μελῶν της. xyxy=(614,1471,799,1507)
article-body: ΑΘΗΝΑΙ, 8. — Οἱ βουλευταὶ τῆς περιφερείας συνεκέντρωσαν σήμερον εἰς τὸ Ὑπουργεῖον Γεωργίας. — Ὁ ὑπουργὸς Συγκοινωνιῶν ἐπεσκέφθη τὰς ἐγκαταστάσεις τοῦ ΟΤΕ. — Ἀνεχώρησεν διὰ Παρισίους ὁ ὑπουργὸς Συντονισμοῦ. — Συνῆλθεν ἡ ἐπιτροπὴ τῶν ἐξοπλισμῶν. xyxy=(1395,711,1582,808)
article-body: ΠΑΡΙΣΙΟΙ, 8. (Ἀσσ. Πρές). — Ἄγνωστοι ἀφήρεσαν ἐκ στρατιωτικῆς ἀποθήκης μεγάλην ποσότητα ὅπλων καὶ πυρομαχικῶν. Αἱ ἀρχαὶ διεξάγουν ἐρεύνας. xyxy=(1395,225,1582,286)
lead-headline: Ο «ΜΑΚΕΔΟΝΙΚΟΣ» ΚΑΤΕΚΤΗΣΕ ΟΡΙΣΤΙΚΩΣ ΤΟ ΠΡΩΤΑΘΛΗΜΑ Α΄ ΚΑΤΗΓΟΡΙΑΣ ΘΕΣ)ΚΗΣ xyxy=(18,53,381,123)
provinces-tag: ΑΠΟ ΤΑ ΓΙΑΝΝΙΤΣΑ xyxy=(1199,931,1300,943)
donation-list: Ἀ. Πετρόπουλος 5, Β. Ἀποστόλου 5, Γ. Δημόπουλος 10, Δ. Λαμπρίδης 5, Ε. Γιαννόπουλος 5, Ζ. Κωστόπουλος 5, Η. Μαργαρίτης 10, Θ. Σωτηρίου 5, Ι. Παναγιωτίδης 5, Κ. Χατζηδάκης 5, Λ. Ξανθόπουλος 10, Μ. Ὀρφανίδης 5, Ν. Πολυχρονίου 5, Ξ. Ρίζος 5, Ο. Σπυρίδης 10, Π. Τζαννετάκης 5, Ρ. Φιλιππίδης 5, Σ. Χρυσοχόου 5, Τ. Ψαρρᾶς 10, Υ. Ἀνδρεάδης 5, Φ. Βλαχόπουλος 5, Χ. Γκίκας 5. xyxy=(998,1144,1184,1277)
sports-column xyxy=(12,30,387,2311)
article-body: ΒΗΡΥΤΟΣ, 8. (Ἀσσ. Πρές). — Ἀνακοινώθη ἐπισήμως ὅτι κατὰ τὴν διάρκειαν τῶν τελευταίων ἡμερῶν συνελήφθησαν 2730 ἄτομα, μετασχόντα εἰς τὴν ἀποτυχοῦσαν ἀπόπειραν πραξικοπήματος. Ἐκ τούτων 840 ἀφέθησαν ἐλεύθεροι. xyxy=(401,821,599,905)
